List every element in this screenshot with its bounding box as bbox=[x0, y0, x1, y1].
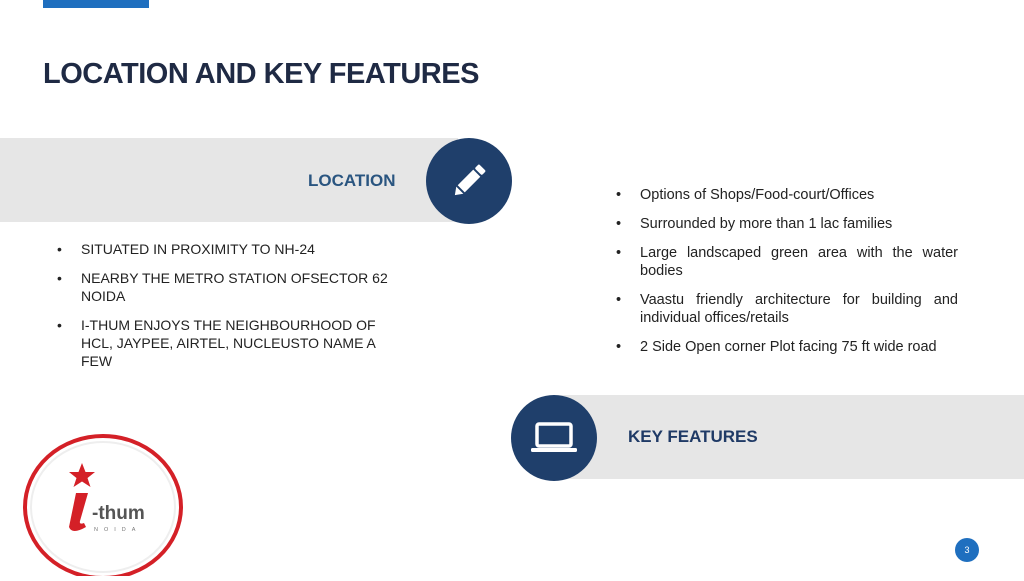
i-thum-logo bbox=[22, 431, 184, 576]
svg-text:NOIDA: NOIDA bbox=[94, 527, 142, 533]
location-item: • NEARBY THE METRO STATION OFSECTOR 62 NOIDA bbox=[57, 269, 397, 305]
key-features-band bbox=[553, 395, 1024, 479]
feature-item: • Large landscaped green area with the water bodies bbox=[616, 244, 958, 280]
key-features-label: KEY FEATURES bbox=[628, 427, 758, 446]
location-item: • SITUATED IN PROXIMITY TO NH-24 bbox=[57, 240, 397, 258]
page-number: 3 bbox=[955, 538, 979, 562]
pencil-icon bbox=[426, 138, 512, 224]
accent-bar bbox=[43, 0, 149, 8]
location-label: LOCATION bbox=[308, 171, 396, 190]
location-item: • I-THUM ENJOYS THE NEIGHBOURHOOD OF HCL, JAYPEE, AIRTEL, NUCLEUSTO NAME A FEW bbox=[57, 316, 397, 370]
feature-item: • Surrounded by more than 1 lac families bbox=[616, 215, 958, 233]
svg-text:-thum: -thum bbox=[92, 503, 145, 524]
key-features-list bbox=[616, 186, 958, 367]
feature-item: • Options of Shops/Food-court/Offices bbox=[616, 186, 958, 204]
location-list bbox=[57, 240, 397, 381]
laptop-icon bbox=[511, 395, 597, 481]
feature-item: • 2 Side Open corner Plot facing 75 ft wide road bbox=[616, 338, 958, 356]
slide-title: LOCATION AND KEY FEATURES bbox=[43, 58, 479, 90]
feature-item: • Vaastu friendly architecture for building and individual offices/retails bbox=[616, 291, 958, 327]
